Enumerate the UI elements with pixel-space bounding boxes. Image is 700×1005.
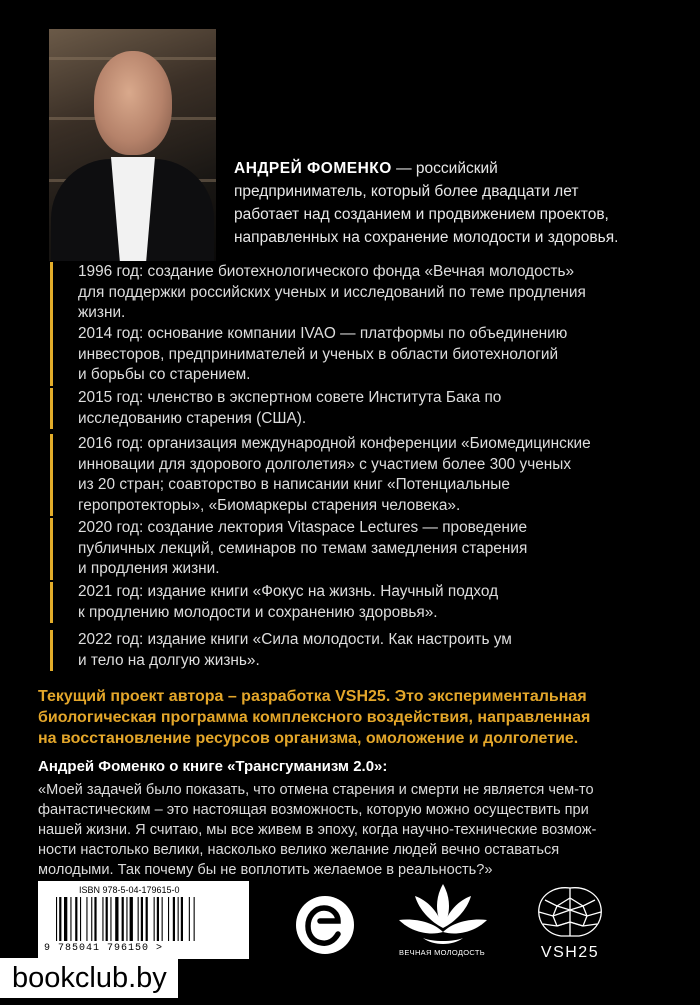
quote-title: Андрей Фоменко о книге «Трансгуманизм 2.0»: bbox=[38, 758, 388, 775]
timeline-line: и продления жизни. bbox=[78, 560, 220, 577]
timeline-line: 2021 год: издание книги «Фокус на жизнь. Научный подход bbox=[78, 583, 499, 600]
quote-line: «Моей задачей было показать, что отмена старения и смерти не является чем-то bbox=[38, 782, 594, 798]
timeline-item bbox=[50, 324, 678, 386]
quote-line: нашей жизни. Я считаю, мы все живем в эпоху, когда научно-технические возмож- bbox=[38, 822, 597, 838]
highlight-line: Текущий проект автора – разработка VSH25. Это экспериментальная bbox=[38, 688, 587, 705]
timeline-line: инвесторов, предпринимателей и ученых в области биотехнологий bbox=[78, 345, 559, 363]
intro-line: работает над созданием и продвижением проектов, bbox=[234, 206, 609, 223]
eksmo-logo-icon bbox=[294, 894, 356, 956]
timeline-line: 2022 год: издание книги «Сила молодости. Как настроить ум bbox=[78, 631, 512, 648]
timeline-line: публичных лекций, семинаров по темам замедления старения bbox=[78, 539, 528, 557]
author-photo bbox=[49, 29, 216, 261]
author-name: АНДРЕЙ ФОМЕНКО bbox=[234, 160, 392, 177]
timeline-item bbox=[50, 630, 678, 671]
timeline-line: жизни. bbox=[78, 304, 126, 321]
vsh25-logo-text: VSH25 bbox=[540, 944, 600, 961]
timeline-line: и борьбы со старением. bbox=[78, 366, 251, 383]
timeline-item bbox=[50, 262, 678, 324]
highlight-line: на восстановление ресурсов организма, омоложение и долголетие. bbox=[38, 730, 579, 747]
quote-line: молодыми. Так почему бы не воплотить желаемое в реальность?» bbox=[38, 862, 493, 878]
timeline-line: исследованию старения (США). bbox=[78, 409, 307, 427]
timeline-line: инновации для здорового долголетия» с участием более 300 ученых bbox=[78, 455, 572, 473]
timeline-item bbox=[50, 434, 678, 516]
timeline-line: 1996 год: создание биотехнологического фонда «Вечная молодость» bbox=[78, 263, 575, 280]
timeline-item bbox=[50, 388, 678, 429]
highlight-line: биологическая программа комплексного воздействия, направленная bbox=[38, 709, 591, 726]
barcode bbox=[38, 881, 249, 959]
timeline-line: из 20 стран; соавторство в написании книг «Потенциальные bbox=[78, 476, 510, 493]
timeline-line: для поддержки российских ученых и исследований по теме продления bbox=[78, 283, 586, 301]
timeline-item bbox=[50, 582, 678, 623]
timeline-line: 2014 год: основание компании IVAO — платформы по объединению bbox=[78, 325, 568, 342]
timeline-line: 2020 год: создание лектория Vitaspace Lectures — проведение bbox=[78, 519, 528, 536]
timeline-line: 2016 год: организация международной конференции «Биомедицинские bbox=[78, 435, 591, 452]
timeline-line: к продлению молодости и сохранению здоровья». bbox=[78, 603, 438, 621]
quote-line: ности настолько велики, насколько велико желание людей вечно оставаться bbox=[38, 842, 560, 858]
watermark: bookclub.by bbox=[0, 958, 178, 998]
author-quote bbox=[38, 780, 678, 880]
timeline-line: и тело на долгую жизнь». bbox=[78, 651, 260, 669]
isbn-text: ISBN 978-5-04-179615-0 bbox=[79, 885, 180, 895]
head bbox=[94, 51, 172, 155]
timeline-item bbox=[50, 518, 678, 580]
intro-line: предприниматель, который более двадцати лет bbox=[234, 183, 579, 200]
author-intro bbox=[234, 157, 674, 249]
barcode-bars bbox=[56, 897, 234, 941]
intro-line: направленных на сохранение молодости и здоровья. bbox=[234, 229, 619, 246]
timeline-line: геропротекторы», «Биомаркеры старения человека». bbox=[78, 496, 461, 514]
fund-logo-text: ВЕЧНАЯ МОЛОДОСТЬ bbox=[399, 948, 485, 957]
intro-line: — российский bbox=[391, 160, 498, 177]
vsh25-brain-icon bbox=[533, 884, 607, 944]
current-project bbox=[38, 686, 678, 749]
barcode-number: 9 785041 796150 > bbox=[44, 943, 164, 954]
quote-line: фантастическим – это настоящая возможность, которую можно осуществить при bbox=[38, 802, 589, 818]
timeline-line: 2015 год: членство в экспертном совете Института Бака по bbox=[78, 389, 502, 406]
